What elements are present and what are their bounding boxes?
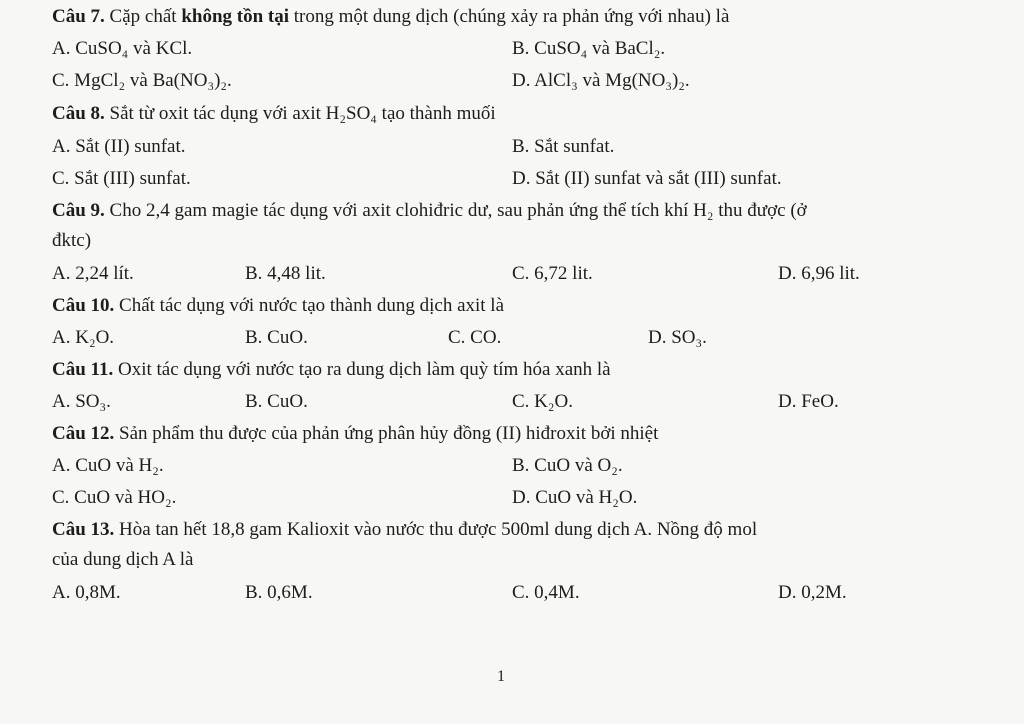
page-number: 1 [497, 668, 505, 685]
option-b: B. CuO và O₂. [512, 455, 623, 476]
option-c: C. 0,4M. [512, 582, 580, 603]
option-c: C. CO. [448, 327, 502, 348]
option-d: D. AlCl₃ và Mg(NO₃)₂. [512, 70, 690, 91]
option-c: C. Sắt (III) sunfat. [52, 168, 191, 189]
question-text-continued: của dung dịch A là [52, 549, 194, 570]
option-a: A. SO₃. [52, 391, 111, 412]
question-text: Chất tác dụng với nước tạo thành dung dịch axit là [114, 295, 505, 316]
option-a: A. CuO và H₂. [52, 455, 164, 476]
question-8 [52, 103, 496, 125]
question-text: trong một dung dịch (chúng xảy ra phản ứng với nhau) là [289, 6, 730, 27]
option-a: A. 0,8M. [52, 582, 121, 603]
option-d: D. SO₃. [648, 327, 707, 348]
option-a: A. K₂O. [52, 327, 115, 348]
question-text: Oxit tác dụng với nước tạo ra dung dịch làm quỳ tím hóa xanh là [113, 359, 611, 380]
option-b: B. CuO. [245, 327, 308, 348]
option-b: B. CuO. [245, 391, 308, 412]
option-a: A. 2,24 lít. [52, 263, 134, 284]
option-b: B. 0,6M. [245, 582, 313, 603]
option-a: A. Sắt (II) sunfat. [52, 136, 186, 157]
question-12 [52, 423, 658, 445]
question-9 [52, 200, 807, 222]
option-c: C. K₂O. [512, 391, 573, 412]
question-text-continued: đktc) [52, 230, 92, 251]
question-10 [52, 295, 504, 317]
option-b: B. CuSO₄ và BaCl₂. [512, 38, 666, 59]
question-label: Câu 8. [52, 103, 105, 124]
option-d: D. FeO. [778, 391, 839, 412]
question-13 [52, 519, 757, 541]
question-text: Cho 2,4 gam magie tác dụng với axit clohiđric dư, sau phản ứng thể tích khí H₂ thu được (ở [104, 200, 807, 221]
option-d: D. CuO và H₂O. [512, 487, 638, 508]
option-b: B. Sắt sunfat. [512, 136, 615, 157]
option-d: D. 0,2M. [778, 582, 847, 603]
question-7 [52, 6, 729, 28]
question-label: Câu 12. [52, 423, 115, 444]
question-emphasis: không tồn tại [181, 6, 290, 27]
option-d: D. Sắt (II) sunfat và sắt (III) sunfat. [512, 168, 782, 189]
question-text: Hòa tan hết 18,8 gam Kalioxit vào nước thu được 500ml dung dịch A. Nồng độ mol [114, 519, 758, 540]
question-label: Câu 10. [52, 295, 115, 316]
question-text: Sản phẩm thu được của phản ứng phân hủy đồng (II) hiđroxit bởi nhiệt [114, 423, 659, 444]
option-d: D. 6,96 lit. [778, 263, 860, 284]
option-c: C. MgCl₂ và Ba(NO₃)₂. [52, 70, 232, 91]
option-b: B. 4,48 lit. [245, 263, 326, 284]
question-label: Câu 7. [52, 6, 105, 27]
question-label: Câu 11. [52, 359, 114, 380]
option-c: C. CuO và HO₂. [52, 487, 177, 508]
question-text: Cặp chất [104, 6, 182, 27]
option-a: A. CuSO₄ và KCl. [52, 38, 193, 59]
question-label: Câu 9. [52, 200, 105, 221]
question-text: Sắt từ oxit tác dụng với axit H₂SO₄ tạo thành muối [104, 103, 496, 124]
option-c: C. 6,72 lit. [512, 263, 593, 284]
question-label: Câu 13. [52, 519, 115, 540]
question-11 [52, 359, 611, 381]
